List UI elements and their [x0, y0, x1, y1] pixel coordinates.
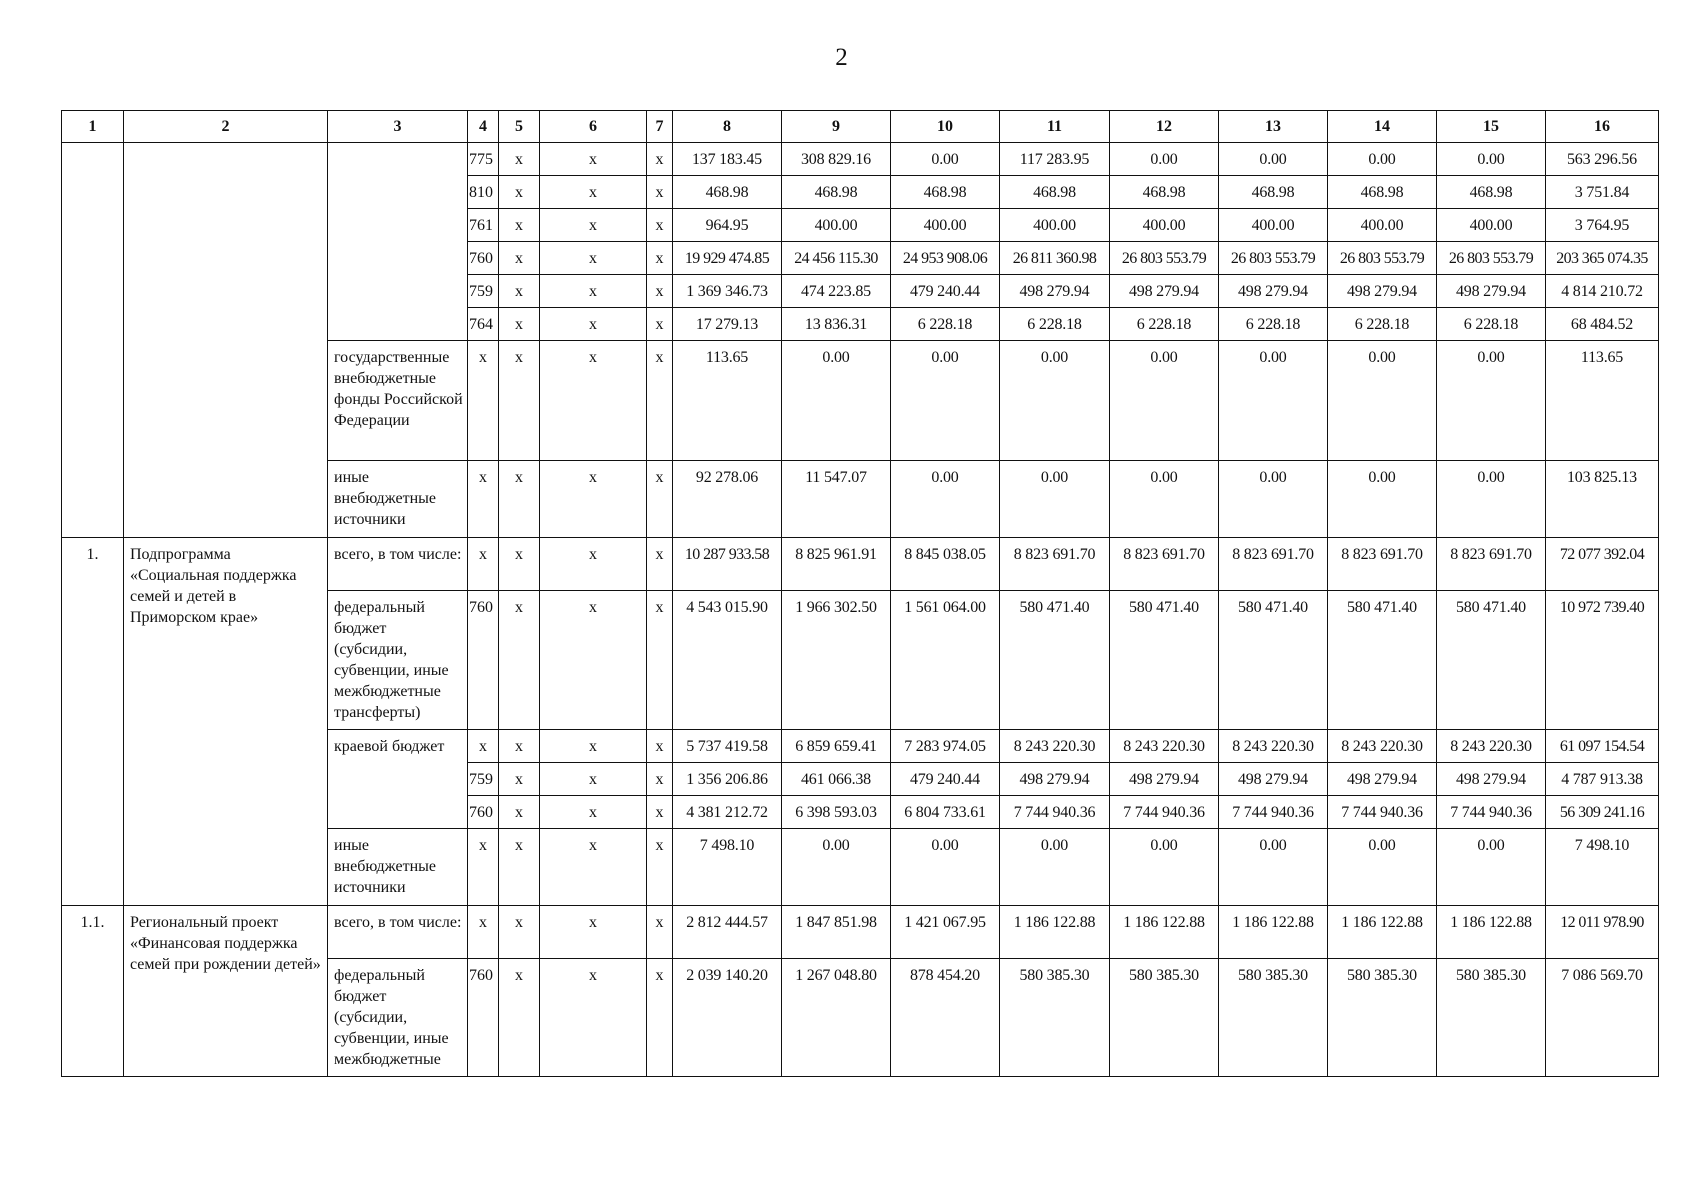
value-col-12: 498 279.94: [1110, 275, 1219, 308]
col-7-mark: х: [647, 829, 673, 906]
value-col-13: 0.00: [1219, 461, 1328, 538]
value-col-8: 92 278.06: [673, 461, 782, 538]
table-body: [62, 143, 1659, 1077]
col-4-mark: х: [468, 461, 499, 538]
col-7-mark: х: [647, 461, 673, 538]
value-col-8: 7 498.10: [673, 829, 782, 906]
value-col-13: 498 279.94: [1219, 763, 1328, 796]
value-col-14: 7 744 940.36: [1328, 796, 1437, 829]
value-col-11: 0.00: [1000, 341, 1110, 461]
value-col-8: 5 737 419.58: [673, 730, 782, 763]
value-col-14: 0.00: [1328, 461, 1437, 538]
funding-source-label: иные внебюджетные источники: [328, 829, 468, 906]
item-name: Региональный проект «Финансовая поддержка семей при рождении детей»: [124, 906, 328, 1077]
value-col-12: 580 471.40: [1110, 591, 1219, 730]
col-7-mark: х: [647, 143, 673, 176]
col-5-mark: х: [499, 176, 540, 209]
value-col-8: 113.65: [673, 341, 782, 461]
value-col-14: 26 803 553.79: [1328, 242, 1437, 275]
value-col-14: 580 385.30: [1328, 959, 1437, 1077]
value-col-8: 2 039 140.20: [673, 959, 782, 1077]
col-5-mark: х: [499, 143, 540, 176]
value-col-14: 400.00: [1328, 209, 1437, 242]
value-col-11: 0.00: [1000, 829, 1110, 906]
value-col-9: 308 829.16: [782, 143, 891, 176]
col-7-mark: х: [647, 538, 673, 591]
value-col-9: 0.00: [782, 341, 891, 461]
header-col-4: 4: [468, 111, 499, 143]
value-col-15: 8 243 220.30: [1437, 730, 1546, 763]
col-6-mark: х: [540, 796, 647, 829]
funding-source-label: всего, в том числе:: [328, 906, 468, 959]
value-col-8: 10 287 933.58: [673, 538, 782, 591]
value-col-9: 13 836.31: [782, 308, 891, 341]
value-col-16: 10 972 739.40: [1546, 591, 1659, 730]
cont-col-1: [62, 143, 124, 538]
budget-code: 760: [468, 242, 499, 275]
col-5-mark: х: [499, 730, 540, 763]
value-col-8: 1 356 206.86: [673, 763, 782, 796]
value-col-15: 6 228.18: [1437, 308, 1546, 341]
value-col-10: 0.00: [891, 461, 1000, 538]
row-proj11-vsego: [62, 906, 1659, 959]
value-col-10: 0.00: [891, 143, 1000, 176]
value-col-16: 7 498.10: [1546, 829, 1659, 906]
col-7-mark: х: [647, 275, 673, 308]
value-col-15: 0.00: [1437, 143, 1546, 176]
col-4-mark: х: [468, 829, 499, 906]
value-col-13: 0.00: [1219, 143, 1328, 176]
value-col-15: 468.98: [1437, 176, 1546, 209]
value-col-10: 479 240.44: [891, 275, 1000, 308]
cont-col-3: [328, 143, 468, 341]
value-col-12: 8 243 220.30: [1110, 730, 1219, 763]
value-col-16: 4 787 913.38: [1546, 763, 1659, 796]
header-col-12: 12: [1110, 111, 1219, 143]
col-5-mark: х: [499, 796, 540, 829]
budget-code: 760: [468, 959, 499, 1077]
row-sub1-vsego: [62, 538, 1659, 591]
value-col-8: 4 543 015.90: [673, 591, 782, 730]
value-col-16: 61 097 154.54: [1546, 730, 1659, 763]
value-col-11: 8 243 220.30: [1000, 730, 1110, 763]
col-5-mark: х: [499, 461, 540, 538]
col-5-mark: х: [499, 242, 540, 275]
budget-code: 759: [468, 763, 499, 796]
col-5-mark: х: [499, 906, 540, 959]
col-5-mark: х: [499, 829, 540, 906]
header-col-16: 16: [1546, 111, 1659, 143]
col-6-mark: х: [540, 143, 647, 176]
value-col-9: 24 456 115.30: [782, 242, 891, 275]
value-col-11: 498 279.94: [1000, 275, 1110, 308]
value-col-15: 498 279.94: [1437, 763, 1546, 796]
value-col-11: 498 279.94: [1000, 763, 1110, 796]
item-number: 1.: [62, 538, 124, 906]
col-6-mark: х: [540, 730, 647, 763]
header-row: [62, 111, 1659, 143]
budget-code: 760: [468, 796, 499, 829]
col-4-mark: х: [468, 730, 499, 763]
col-4-mark: х: [468, 341, 499, 461]
value-col-11: 26 811 360.98: [1000, 242, 1110, 275]
col-5-mark: х: [499, 341, 540, 461]
value-col-8: 2 812 444.57: [673, 906, 782, 959]
value-col-12: 468.98: [1110, 176, 1219, 209]
value-col-15: 0.00: [1437, 461, 1546, 538]
col-6-mark: х: [540, 538, 647, 591]
page-number: 2: [835, 44, 848, 71]
value-col-13: 8 823 691.70: [1219, 538, 1328, 591]
value-col-16: 563 296.56: [1546, 143, 1659, 176]
table-row: [62, 143, 1659, 176]
col-7-mark: х: [647, 341, 673, 461]
value-col-10: 6 804 733.61: [891, 796, 1000, 829]
col-5-mark: х: [499, 308, 540, 341]
col-5-mark: х: [499, 763, 540, 796]
value-col-10: 1 561 064.00: [891, 591, 1000, 730]
value-col-9: 468.98: [782, 176, 891, 209]
budget-code: 759: [468, 275, 499, 308]
budget-code: 764: [468, 308, 499, 341]
col-6-mark: х: [540, 906, 647, 959]
col-7-mark: х: [647, 209, 673, 242]
header-col-7: 7: [647, 111, 673, 143]
value-col-11: 468.98: [1000, 176, 1110, 209]
value-col-9: 1 267 048.80: [782, 959, 891, 1077]
value-col-14: 0.00: [1328, 829, 1437, 906]
value-col-16: 3 751.84: [1546, 176, 1659, 209]
value-col-13: 7 744 940.36: [1219, 796, 1328, 829]
value-col-10: 24 953 908.06: [891, 242, 1000, 275]
col-7-mark: х: [647, 906, 673, 959]
header-col-2: 2: [124, 111, 328, 143]
value-col-12: 0.00: [1110, 461, 1219, 538]
value-col-15: 26 803 553.79: [1437, 242, 1546, 275]
value-col-10: 8 845 038.05: [891, 538, 1000, 591]
funding-source-label: краевой бюджет: [328, 730, 468, 829]
funding-source-label: федеральный бюджет (субсидии, субвенции, иные межбюджетные трансферты): [328, 591, 468, 730]
funding-source-label: государственные внебюджетные фонды Российской Федерации: [328, 341, 468, 461]
col-5-mark: х: [499, 959, 540, 1077]
header-col-13: 13: [1219, 111, 1328, 143]
value-col-9: 1 847 851.98: [782, 906, 891, 959]
col-6-mark: х: [540, 829, 647, 906]
header-col-5: 5: [499, 111, 540, 143]
value-col-9: 11 547.07: [782, 461, 891, 538]
value-col-13: 498 279.94: [1219, 275, 1328, 308]
value-col-9: 474 223.85: [782, 275, 891, 308]
col-6-mark: х: [540, 308, 647, 341]
value-col-13: 26 803 553.79: [1219, 242, 1328, 275]
value-col-15: 580 385.30: [1437, 959, 1546, 1077]
value-col-13: 1 186 122.88: [1219, 906, 1328, 959]
budget-table: [61, 110, 1659, 1077]
col-5-mark: х: [499, 538, 540, 591]
value-col-15: 0.00: [1437, 829, 1546, 906]
col-6-mark: х: [540, 176, 647, 209]
col-6-mark: х: [540, 275, 647, 308]
value-col-14: 6 228.18: [1328, 308, 1437, 341]
value-col-15: 1 186 122.88: [1437, 906, 1546, 959]
value-col-8: 17 279.13: [673, 308, 782, 341]
value-col-12: 0.00: [1110, 143, 1219, 176]
funding-source-label: всего, в том числе:: [328, 538, 468, 591]
value-col-12: 498 279.94: [1110, 763, 1219, 796]
value-col-9: 0.00: [782, 829, 891, 906]
value-col-16: 12 011 978.90: [1546, 906, 1659, 959]
value-col-14: 8 823 691.70: [1328, 538, 1437, 591]
value-col-12: 580 385.30: [1110, 959, 1219, 1077]
header-col-3: 3: [328, 111, 468, 143]
col-6-mark: х: [540, 591, 647, 730]
value-col-13: 8 243 220.30: [1219, 730, 1328, 763]
value-col-10: 878 454.20: [891, 959, 1000, 1077]
budget-code: 760: [468, 591, 499, 730]
col-4-mark: х: [468, 906, 499, 959]
value-col-12: 26 803 553.79: [1110, 242, 1219, 275]
col-7-mark: х: [647, 591, 673, 730]
value-col-15: 498 279.94: [1437, 275, 1546, 308]
value-col-11: 580 471.40: [1000, 591, 1110, 730]
header-col-8: 8: [673, 111, 782, 143]
funding-source-label: иные внебюджетные источники: [328, 461, 468, 538]
value-col-16: 103 825.13: [1546, 461, 1659, 538]
value-col-16: 72 077 392.04: [1546, 538, 1659, 591]
value-col-8: 137 183.45: [673, 143, 782, 176]
value-col-12: 1 186 122.88: [1110, 906, 1219, 959]
value-col-13: 580 385.30: [1219, 959, 1328, 1077]
value-col-15: 0.00: [1437, 341, 1546, 461]
value-col-10: 6 228.18: [891, 308, 1000, 341]
value-col-11: 117 283.95: [1000, 143, 1110, 176]
value-col-8: 1 369 346.73: [673, 275, 782, 308]
col-7-mark: х: [647, 796, 673, 829]
value-col-10: 7 283 974.05: [891, 730, 1000, 763]
value-col-9: 400.00: [782, 209, 891, 242]
col-4-mark: х: [468, 538, 499, 591]
value-col-8: 19 929 474.85: [673, 242, 782, 275]
value-col-12: 6 228.18: [1110, 308, 1219, 341]
col-7-mark: х: [647, 308, 673, 341]
value-col-11: 8 823 691.70: [1000, 538, 1110, 591]
value-col-14: 0.00: [1328, 341, 1437, 461]
funding-source-label: федеральный бюджет (субсидии, субвенции, иные межбюджетные: [328, 959, 468, 1077]
value-col-13: 468.98: [1219, 176, 1328, 209]
value-col-12: 0.00: [1110, 341, 1219, 461]
value-col-10: 0.00: [891, 341, 1000, 461]
table-header: [62, 111, 1659, 143]
value-col-11: 7 744 940.36: [1000, 796, 1110, 829]
header-col-6: 6: [540, 111, 647, 143]
value-col-16: 56 309 241.16: [1546, 796, 1659, 829]
value-col-10: 400.00: [891, 209, 1000, 242]
value-col-12: 400.00: [1110, 209, 1219, 242]
value-col-15: 8 823 691.70: [1437, 538, 1546, 591]
col-6-mark: х: [540, 461, 647, 538]
value-col-14: 8 243 220.30: [1328, 730, 1437, 763]
col-6-mark: х: [540, 242, 647, 275]
value-col-9: 461 066.38: [782, 763, 891, 796]
budget-code: 775: [468, 143, 499, 176]
budget-code: 810: [468, 176, 499, 209]
value-col-14: 468.98: [1328, 176, 1437, 209]
value-col-10: 1 421 067.95: [891, 906, 1000, 959]
value-col-16: 3 764.95: [1546, 209, 1659, 242]
value-col-11: 1 186 122.88: [1000, 906, 1110, 959]
value-col-10: 479 240.44: [891, 763, 1000, 796]
value-col-15: 580 471.40: [1437, 591, 1546, 730]
col-6-mark: х: [540, 763, 647, 796]
value-col-13: 400.00: [1219, 209, 1328, 242]
value-col-16: 113.65: [1546, 341, 1659, 461]
value-col-8: 468.98: [673, 176, 782, 209]
col-5-mark: х: [499, 209, 540, 242]
value-col-12: 7 744 940.36: [1110, 796, 1219, 829]
value-col-14: 498 279.94: [1328, 763, 1437, 796]
header-col-11: 11: [1000, 111, 1110, 143]
value-col-10: 0.00: [891, 829, 1000, 906]
value-col-16: 7 086 569.70: [1546, 959, 1659, 1077]
value-col-12: 0.00: [1110, 829, 1219, 906]
budget-code: 761: [468, 209, 499, 242]
value-col-9: 6 859 659.41: [782, 730, 891, 763]
col-6-mark: х: [540, 341, 647, 461]
item-name: Подпрограмма «Социальная поддержка семей и детей в Приморском крае»: [124, 538, 328, 906]
value-col-12: 8 823 691.70: [1110, 538, 1219, 591]
value-col-15: 400.00: [1437, 209, 1546, 242]
value-col-13: 580 471.40: [1219, 591, 1328, 730]
item-number: 1.1.: [62, 906, 124, 1077]
col-7-mark: х: [647, 242, 673, 275]
value-col-16: 4 814 210.72: [1546, 275, 1659, 308]
value-col-15: 7 744 940.36: [1437, 796, 1546, 829]
value-col-9: 6 398 593.03: [782, 796, 891, 829]
col-7-mark: х: [647, 959, 673, 1077]
value-col-11: 6 228.18: [1000, 308, 1110, 341]
cont-col-2: [124, 143, 328, 538]
col-7-mark: х: [647, 176, 673, 209]
value-col-11: 400.00: [1000, 209, 1110, 242]
value-col-14: 0.00: [1328, 143, 1437, 176]
header-col-15: 15: [1437, 111, 1546, 143]
value-col-13: 0.00: [1219, 829, 1328, 906]
value-col-16: 68 484.52: [1546, 308, 1659, 341]
value-col-14: 1 186 122.88: [1328, 906, 1437, 959]
header-col-1: 1: [62, 111, 124, 143]
value-col-8: 964.95: [673, 209, 782, 242]
col-5-mark: х: [499, 275, 540, 308]
col-7-mark: х: [647, 763, 673, 796]
value-col-10: 468.98: [891, 176, 1000, 209]
value-col-13: 6 228.18: [1219, 308, 1328, 341]
value-col-16: 203 365 074.35: [1546, 242, 1659, 275]
value-col-8: 4 381 212.72: [673, 796, 782, 829]
col-6-mark: х: [540, 209, 647, 242]
col-6-mark: х: [540, 959, 647, 1077]
value-col-13: 0.00: [1219, 341, 1328, 461]
header-col-10: 10: [891, 111, 1000, 143]
value-col-14: 580 471.40: [1328, 591, 1437, 730]
value-col-9: 8 825 961.91: [782, 538, 891, 591]
col-5-mark: х: [499, 591, 540, 730]
header-col-14: 14: [1328, 111, 1437, 143]
value-col-9: 1 966 302.50: [782, 591, 891, 730]
value-col-11: 580 385.30: [1000, 959, 1110, 1077]
value-col-11: 0.00: [1000, 461, 1110, 538]
header-col-9: 9: [782, 111, 891, 143]
col-7-mark: х: [647, 730, 673, 763]
value-col-14: 498 279.94: [1328, 275, 1437, 308]
